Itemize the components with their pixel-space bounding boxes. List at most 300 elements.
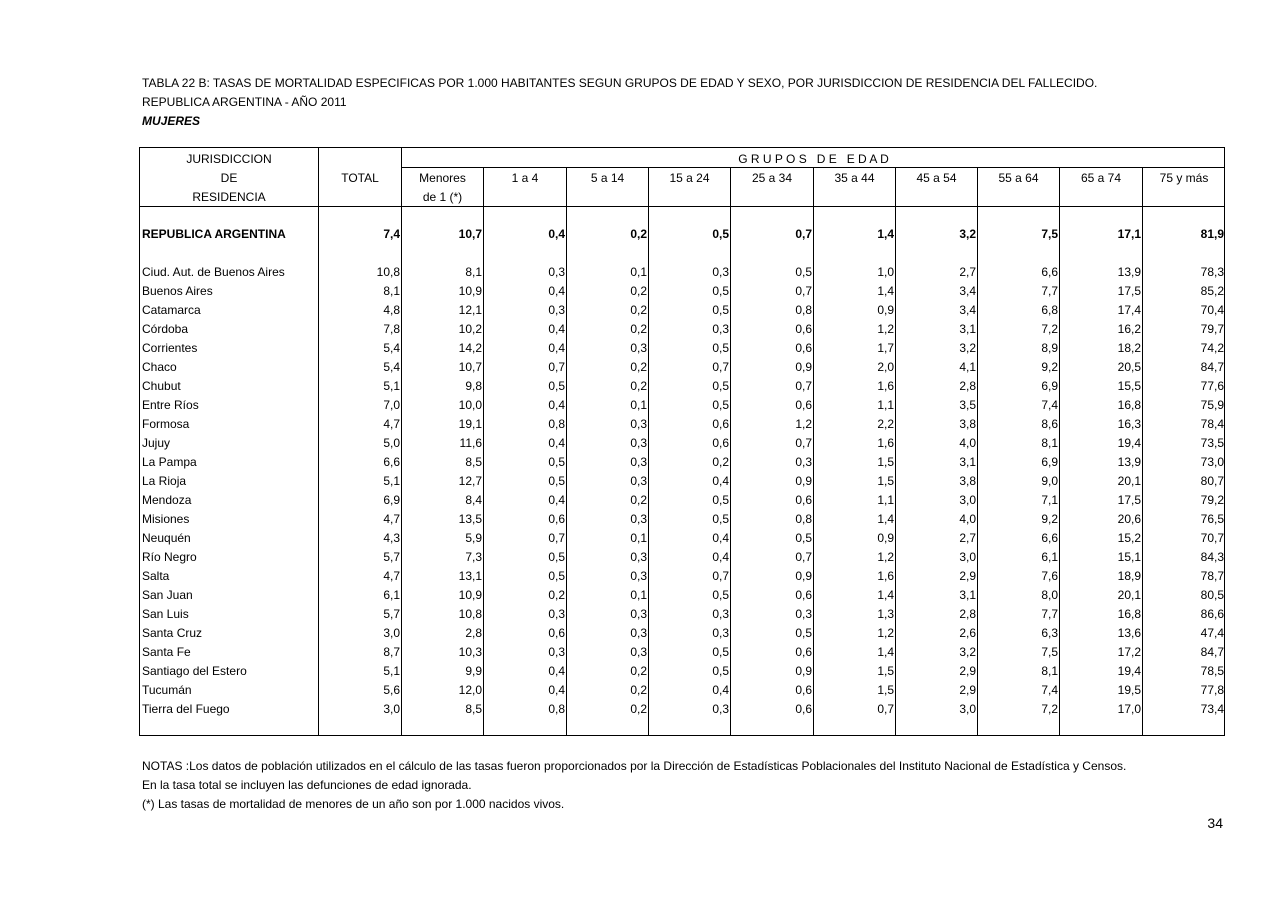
rate-cell: 0,7 — [795, 284, 812, 298]
rate-cell: 1,7 — [877, 341, 894, 355]
rate-cell: 20,5 — [1117, 360, 1141, 374]
col-header-menores-2: de 1 (*) — [422, 190, 463, 204]
rate-cell: 78,3 — [1200, 265, 1224, 279]
rate-cell: 0,2 — [630, 303, 647, 317]
rate-cell: 3,1 — [959, 322, 976, 336]
rate-cell: 0,3 — [712, 322, 729, 336]
rate-cell: 0,1 — [630, 531, 647, 545]
table-row — [0, 510, 1280, 529]
total-rate-cell: 10,8 — [376, 265, 400, 279]
rate-cell: 0,4 — [548, 227, 565, 241]
rate-cell: 0,4 — [548, 683, 565, 697]
rate-cell: 0,9 — [795, 474, 812, 488]
rate-cell: 0,3 — [712, 607, 729, 621]
rate-cell: 0,4 — [548, 398, 565, 412]
rate-cell: 0,7 — [712, 360, 729, 374]
rate-cell: 0,3 — [548, 303, 565, 317]
table-row — [0, 681, 1280, 700]
rate-cell: 78,4 — [1200, 417, 1224, 431]
rate-cell: 70,4 — [1200, 303, 1224, 317]
rate-cell: 17,2 — [1117, 645, 1141, 659]
rate-cell: 0,9 — [795, 569, 812, 583]
jurisdiction-name: Formosa — [142, 417, 190, 431]
rate-cell: 7,3 — [465, 550, 482, 564]
total-rate-cell: 6,6 — [383, 455, 400, 469]
jurisdiction-name: Ciud. Aut. de Buenos Aires — [142, 265, 285, 279]
rate-cell: 8,0 — [1041, 588, 1058, 602]
total-rate-cell: 8,7 — [383, 645, 400, 659]
total-rate-cell: 4,3 — [383, 531, 400, 545]
rate-cell: 0,6 — [795, 341, 812, 355]
jurisdiction-name: Río Negro — [142, 550, 197, 564]
rate-cell: 9,2 — [1041, 360, 1058, 374]
rate-cell: 0,4 — [548, 493, 565, 507]
rate-cell: 0,3 — [630, 341, 647, 355]
total-rate-cell: 5,1 — [383, 474, 400, 488]
col-header-age: 25 a 34 — [751, 171, 793, 185]
rate-cell: 7,4 — [1041, 683, 1058, 697]
col-header-menores-1: Menores — [419, 171, 466, 185]
col-header-total: TOTAL — [341, 171, 379, 185]
rate-cell: 11,6 — [459, 436, 482, 450]
rate-cell: 1,2 — [795, 417, 812, 431]
rate-cell: 0,4 — [712, 550, 729, 564]
rate-cell: 3,0 — [959, 550, 976, 564]
rate-cell: 0,3 — [630, 417, 647, 431]
rate-cell: 86,6 — [1200, 607, 1224, 621]
rate-cell: 12,0 — [458, 683, 482, 697]
note-infant: (*) Las tasas de mortalidad de menores de un año son por 1.000 nacidos vivos. — [142, 797, 565, 811]
rate-cell: 0,1 — [630, 588, 647, 602]
rate-cell: 3,1 — [959, 588, 976, 602]
rate-cell: 0,2 — [630, 379, 647, 393]
rate-cell: 2,8 — [959, 379, 976, 393]
rate-cell: 0,5 — [712, 341, 729, 355]
col-header-age: 45 a 54 — [916, 171, 957, 185]
rate-cell: 15,5 — [1117, 379, 1141, 393]
rate-cell: 0,2 — [630, 702, 647, 716]
total-rate-cell: 4,7 — [383, 569, 400, 583]
rate-cell: 6,9 — [1041, 455, 1058, 469]
table-row — [0, 548, 1280, 567]
table-row — [0, 472, 1280, 491]
rate-cell: 84,3 — [1200, 550, 1224, 564]
rate-cell: 7,7 — [1041, 607, 1058, 621]
rate-cell: 0,3 — [548, 265, 565, 279]
jurisdiction-name: Misiones — [142, 512, 190, 526]
rate-cell: 12,1 — [458, 303, 482, 317]
rate-cell: 6,8 — [1041, 303, 1058, 317]
rate-cell: 0,6 — [795, 398, 812, 412]
rate-cell: 0,3 — [795, 607, 812, 621]
rate-cell: 0,4 — [548, 341, 565, 355]
rate-cell: 0,4 — [712, 683, 729, 697]
rate-cell: 84,7 — [1200, 360, 1224, 374]
rate-cell: 1,2 — [877, 322, 894, 336]
rate-cell: 2,6 — [959, 626, 976, 640]
total-rate-cell: 7,4 — [383, 227, 400, 241]
rate-cell: 4,0 — [959, 436, 976, 450]
rate-cell: 0,8 — [548, 702, 565, 716]
rate-cell: 0,5 — [712, 227, 729, 241]
rate-cell: 13,1 — [458, 569, 482, 583]
rate-cell: 0,2 — [630, 360, 647, 374]
total-rate-cell: 6,9 — [383, 493, 400, 507]
rate-cell: 2,9 — [959, 569, 976, 583]
rate-cell: 17,0 — [1117, 702, 1141, 716]
rate-cell: 80,5 — [1200, 588, 1224, 602]
rate-cell: 0,5 — [795, 265, 812, 279]
rate-cell: 0,6 — [795, 645, 812, 659]
rate-cell: 13,9 — [1117, 455, 1141, 469]
rate-cell: 8,9 — [1041, 341, 1058, 355]
rate-cell: 7,2 — [1041, 322, 1058, 336]
rate-cell: 0,4 — [548, 664, 565, 678]
rate-cell: 6,9 — [1041, 379, 1058, 393]
rate-cell: 1,2 — [877, 550, 894, 564]
rate-cell: 0,5 — [712, 398, 729, 412]
rate-cell: 1,0 — [877, 265, 894, 279]
rate-cell: 74,2 — [1200, 341, 1224, 355]
rate-cell: 1,4 — [877, 284, 894, 298]
rate-cell: 10,7 — [458, 227, 482, 241]
table-row — [0, 415, 1280, 434]
rate-cell: 7,6 — [1041, 569, 1058, 583]
rate-cell: 1,4 — [877, 645, 894, 659]
rate-cell: 0,6 — [548, 512, 565, 526]
table-row — [0, 339, 1280, 358]
table-row — [0, 567, 1280, 586]
total-rate-cell: 5,7 — [383, 550, 400, 564]
rate-cell: 3,1 — [959, 455, 976, 469]
table-row — [0, 453, 1280, 472]
rate-cell: 0,4 — [548, 284, 565, 298]
rate-cell: 15,1 — [1117, 550, 1141, 564]
table-row — [0, 358, 1280, 377]
rate-cell: 0,6 — [795, 702, 812, 716]
jurisdiction-name: Buenos Aires — [142, 284, 213, 298]
rate-cell: 78,7 — [1200, 569, 1224, 583]
rate-cell: 3,8 — [959, 474, 976, 488]
rate-cell: 1,2 — [877, 626, 894, 640]
rate-cell: 1,5 — [877, 474, 894, 488]
table-title: TABLA 22 B: TASAS DE MORTALIDAD ESPECIFICAS POR 1.000 HABITANTES SEGUN GRUPOS DE EDAD Y SEXO, POR JURISDICCION DE RESIDENCIA DEL FALLECIDO. — [142, 76, 1098, 90]
rate-cell: 81,9 — [1200, 227, 1224, 241]
total-rate-cell: 5,1 — [383, 379, 400, 393]
rate-cell: 75,9 — [1200, 398, 1224, 412]
jurisdiction-name: Entre Ríos — [142, 398, 199, 412]
total-rate-cell: 5,6 — [383, 683, 400, 697]
rate-cell: 0,3 — [548, 607, 565, 621]
rate-cell: 0,2 — [630, 227, 647, 241]
jurisdiction-name: Santa Fe — [142, 645, 191, 659]
jurisdiction-name: Chubut — [142, 379, 181, 393]
table-row — [0, 586, 1280, 605]
col-header-age: 55 a 64 — [998, 171, 1039, 185]
table-row — [0, 662, 1280, 681]
rate-cell: 2,9 — [959, 664, 976, 678]
total-rate-cell: 5,4 — [383, 341, 400, 355]
rate-cell: 17,1 — [1117, 227, 1141, 241]
rate-cell: 0,3 — [630, 645, 647, 659]
rate-cell: 0,5 — [712, 379, 729, 393]
table-row — [0, 700, 1280, 719]
rate-cell: 1,4 — [877, 227, 894, 241]
table-row — [0, 320, 1280, 339]
rate-cell: 0,5 — [712, 588, 729, 602]
rate-cell: 0,5 — [712, 284, 729, 298]
rate-cell: 3,2 — [959, 645, 976, 659]
rate-cell: 3,4 — [959, 284, 976, 298]
rate-cell: 0,1 — [630, 398, 647, 412]
rate-cell: 0,1 — [630, 265, 647, 279]
rate-cell: 0,7 — [548, 360, 565, 374]
jurisdiction-name: Santiago del Estero — [142, 664, 247, 678]
rate-cell: 0,3 — [630, 626, 647, 640]
rate-cell: 3,8 — [959, 417, 976, 431]
jurisdiction-name: Tierra del Fuego — [142, 702, 230, 716]
note-source: NOTAS :Los datos de población utilizados en el cálculo de las tasas fueron proporcionados por la Dirección de Estadísticas Poblacionales del Instituto Nacional de Estadística y Censos. — [142, 759, 1127, 773]
rate-cell: 9,9 — [465, 664, 482, 678]
jurisdiction-name: Santa Cruz — [142, 626, 203, 640]
rate-cell: 2,2 — [877, 417, 894, 431]
rate-cell: 0,6 — [795, 588, 812, 602]
rate-cell: 0,8 — [548, 417, 565, 431]
rate-cell: 0,2 — [548, 588, 565, 602]
total-rate-cell: 6,1 — [383, 588, 400, 602]
rate-cell: 4,0 — [959, 512, 976, 526]
table-row — [0, 396, 1280, 415]
rate-cell: 0,2 — [630, 683, 647, 697]
rate-cell: 16,8 — [1117, 398, 1141, 412]
rate-cell: 1,5 — [877, 683, 894, 697]
rate-cell: 8,5 — [465, 702, 482, 716]
jurisdiction-name: Salta — [142, 569, 170, 583]
rate-cell: 7,4 — [1041, 398, 1058, 412]
rate-cell: 3,5 — [959, 398, 976, 412]
table-row — [0, 377, 1280, 396]
rate-cell: 73,4 — [1200, 702, 1224, 716]
rate-cell: 6,3 — [1041, 626, 1058, 640]
rate-cell: 0,7 — [877, 702, 894, 716]
rate-cell: 5,9 — [465, 531, 482, 545]
rate-cell: 6,6 — [1041, 531, 1058, 545]
rate-cell: 0,7 — [712, 569, 729, 583]
rate-cell: 1,4 — [877, 512, 894, 526]
rate-cell: 0,5 — [548, 569, 565, 583]
rate-cell: 0,3 — [630, 607, 647, 621]
rate-cell: 16,8 — [1117, 607, 1141, 621]
col-header-age: 75 y más — [1159, 171, 1209, 185]
rate-cell: 0,6 — [712, 436, 729, 450]
rate-cell: 0,4 — [548, 322, 565, 336]
col-header-age: 5 a 14 — [590, 171, 625, 185]
rate-cell: 9,8 — [465, 379, 482, 393]
rate-cell: 0,5 — [712, 303, 729, 317]
jurisdiction-name: San Luis — [142, 607, 189, 621]
col-header-age: 65 a 74 — [1080, 171, 1122, 185]
rate-cell: 8,1 — [1041, 664, 1058, 678]
rate-cell: 1,6 — [877, 379, 894, 393]
rate-cell: 0,3 — [712, 265, 729, 279]
jurisdiction-name: Jujuy — [142, 436, 171, 450]
rate-cell: 8,1 — [465, 265, 482, 279]
jurisdiction-name: Mendoza — [142, 493, 192, 507]
rate-cell: 77,8 — [1200, 683, 1224, 697]
rate-cell: 0,6 — [795, 683, 812, 697]
jurisdiction-name: La Pampa — [142, 455, 197, 469]
rate-cell: 0,5 — [712, 645, 729, 659]
rate-cell: 47,4 — [1200, 626, 1224, 640]
rate-cell: 10,0 — [458, 398, 482, 412]
rate-cell: 16,3 — [1117, 417, 1141, 431]
rate-cell: 12,7 — [458, 474, 482, 488]
rate-cell: 0,7 — [795, 550, 812, 564]
rate-cell: 0,5 — [712, 512, 729, 526]
rate-cell: 0,5 — [712, 493, 729, 507]
rate-cell: 13,6 — [1117, 626, 1141, 640]
rate-cell: 1,1 — [877, 398, 894, 412]
total-rate-cell: 7,0 — [383, 398, 400, 412]
rate-cell: 70,7 — [1200, 531, 1224, 545]
col-header-jurisdiccion-1: JURISDICCION — [186, 152, 272, 166]
rate-cell: 19,4 — [1117, 664, 1141, 678]
total-rate-cell: 5,7 — [383, 607, 400, 621]
rate-cell: 1,4 — [877, 588, 894, 602]
rate-cell: 0,5 — [712, 664, 729, 678]
rate-cell: 14,2 — [458, 341, 482, 355]
total-rate-cell: 3,0 — [383, 702, 400, 716]
rate-cell: 1,1 — [877, 493, 894, 507]
rate-cell: 1,3 — [877, 607, 894, 621]
rate-cell: 2,8 — [959, 607, 976, 621]
rate-cell: 7,5 — [1041, 645, 1058, 659]
jurisdiction-name: Catamarca — [142, 303, 201, 317]
rate-cell: 79,7 — [1200, 322, 1224, 336]
total-rate-cell: 7,8 — [383, 322, 400, 336]
total-rate-cell: 4,7 — [383, 417, 400, 431]
total-rate-cell: 5,4 — [383, 360, 400, 374]
rate-cell: 84,7 — [1200, 645, 1224, 659]
total-rate-cell: 5,0 — [383, 436, 400, 450]
rate-cell: 3,0 — [959, 702, 976, 716]
rate-cell: 2,8 — [465, 626, 482, 640]
rate-cell: 2,7 — [959, 265, 976, 279]
rate-cell: 73,0 — [1200, 455, 1224, 469]
rate-cell: 79,2 — [1200, 493, 1224, 507]
table-row — [0, 282, 1280, 301]
table-row — [0, 624, 1280, 643]
rate-cell: 10,9 — [458, 284, 482, 298]
rate-cell: 0,3 — [630, 436, 647, 450]
rate-cell: 77,6 — [1200, 379, 1224, 393]
total-rate-cell: 4,8 — [383, 303, 400, 317]
rate-cell: 0,6 — [795, 322, 812, 336]
rate-cell: 3,4 — [959, 303, 976, 317]
rate-cell: 7,2 — [1041, 702, 1058, 716]
rate-cell: 10,3 — [458, 645, 482, 659]
rate-cell: 15,2 — [1117, 531, 1141, 545]
rate-cell: 19,5 — [1117, 683, 1141, 697]
rate-cell: 0,4 — [712, 531, 729, 545]
rate-cell: 4,1 — [959, 360, 976, 374]
rate-cell: 0,7 — [795, 379, 812, 393]
table-row — [0, 434, 1280, 453]
rate-cell: 17,4 — [1117, 303, 1141, 317]
rate-cell: 0,3 — [712, 702, 729, 716]
rate-cell: 0,6 — [548, 626, 565, 640]
rate-cell: 10,2 — [458, 322, 482, 336]
rate-cell: 0,9 — [795, 360, 812, 374]
rate-cell: 0,5 — [548, 550, 565, 564]
rate-cell: 20,1 — [1117, 474, 1141, 488]
col-header-jurisdiccion-3: RESIDENCIA — [192, 190, 266, 204]
rate-cell: 19,4 — [1117, 436, 1141, 450]
rate-cell: 0,9 — [877, 303, 894, 317]
rate-cell: 18,2 — [1117, 341, 1141, 355]
rate-cell: 18,9 — [1117, 569, 1141, 583]
rate-cell: 0,6 — [795, 493, 812, 507]
rate-cell: 2,9 — [959, 683, 976, 697]
rate-cell: 7,1 — [1041, 493, 1058, 507]
rate-cell: 0,7 — [795, 227, 812, 241]
note-total: En la tasa total se incluyen las defunciones de edad ignorada. — [142, 778, 472, 792]
rate-cell: 0,3 — [712, 626, 729, 640]
rate-cell: 3,0 — [959, 493, 976, 507]
total-rate-cell: 5,1 — [383, 664, 400, 678]
rate-cell: 8,4 — [465, 493, 482, 507]
rate-cell: 1,6 — [877, 569, 894, 583]
table-row — [0, 491, 1280, 510]
table-row — [0, 529, 1280, 548]
rate-cell: 13,5 — [458, 512, 482, 526]
rate-cell: 76,5 — [1200, 512, 1224, 526]
rate-cell: 10,8 — [458, 607, 482, 621]
page-number: 34 — [1207, 815, 1223, 831]
rate-cell: 2,0 — [877, 360, 894, 374]
rate-cell: 0,2 — [712, 455, 729, 469]
rate-cell: 9,2 — [1041, 512, 1058, 526]
col-header-age-groups: G R U P O S D E E D A D — [738, 152, 889, 166]
jurisdiction-name: Chaco — [142, 360, 177, 374]
rate-cell: 1,5 — [877, 455, 894, 469]
jurisdiction-name: Córdoba — [142, 322, 189, 336]
rate-cell: 0,7 — [548, 531, 565, 545]
rate-cell: 0,4 — [712, 474, 729, 488]
rate-cell: 8,5 — [465, 455, 482, 469]
rate-cell: 0,6 — [712, 417, 729, 431]
rate-cell: 13,9 — [1117, 265, 1141, 279]
rate-cell: 0,2 — [630, 284, 647, 298]
rate-cell: 0,5 — [548, 474, 565, 488]
jurisdiction-name: Corrientes — [142, 341, 198, 355]
rate-cell: 17,5 — [1117, 493, 1141, 507]
rate-cell: 0,3 — [630, 512, 647, 526]
rate-cell: 20,6 — [1117, 512, 1141, 526]
rate-cell: 0,5 — [548, 455, 565, 469]
rate-cell: 10,7 — [458, 360, 482, 374]
national-row — [0, 225, 1280, 244]
rate-cell: 3,2 — [959, 227, 976, 241]
rate-cell: 0,3 — [630, 474, 647, 488]
rate-cell: 0,9 — [795, 664, 812, 678]
jurisdiction-name: Tucumán — [142, 683, 192, 697]
rate-cell: 0,8 — [795, 512, 812, 526]
rate-cell: 0,5 — [795, 626, 812, 640]
rate-cell: 0,9 — [877, 531, 894, 545]
table-row — [0, 263, 1280, 282]
rate-cell: 0,2 — [630, 322, 647, 336]
